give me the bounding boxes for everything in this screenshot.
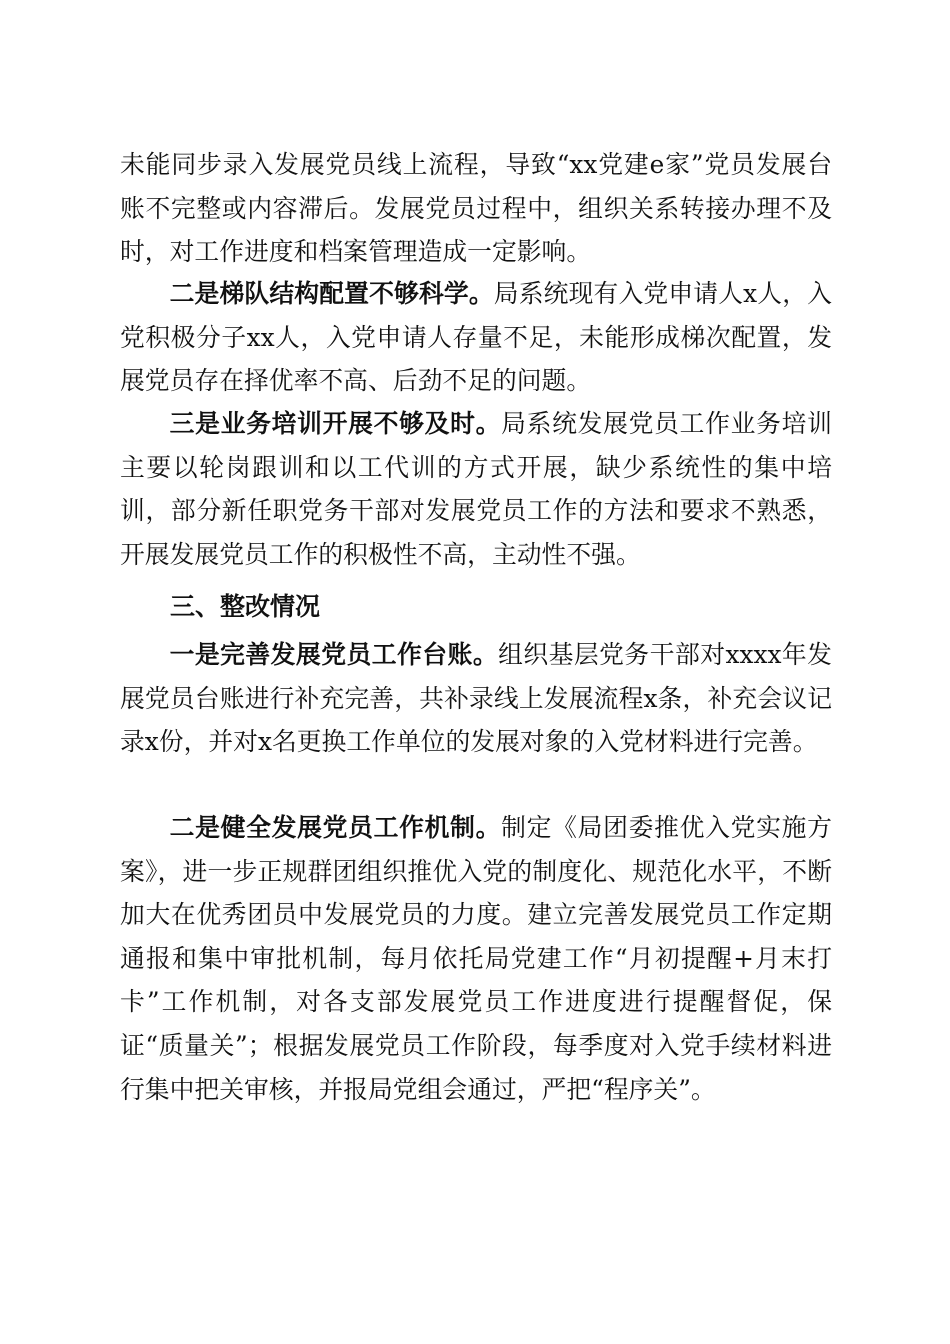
paragraph-text: 制定《局团委推优入党实施方案》，进一步正规群团组织推优入党的制度化、规范化水平，不断加大在优秀团员中发展党员的力度。建立完善发展党员工作定期通报和集中审批机制，每月依托局党建工作“月初提醒+月末打卡”工作机制，对各支部发展党员工作进度进行提醒督促，保证“质量关”；根据发展党员工作阶段，每季度对入党手续材料进行集中把关审核，并报局党组会通过，严把“程序关”。: [120, 813, 832, 1104]
paragraph-lead: 一是完善发展党员工作台账。: [169, 640, 499, 669]
paragraph-text: 局系统发展党员工作业务培训主要以轮岗跟训和以工代训的方式开展，缺少系统性的集中培训，部分新任职党务干部对发展党员工作的方法和要求不熟悉，开展发展党员工作的积极性不高，主动性不强。: [120, 409, 832, 569]
paragraph-text: 组织基层党务干部对xxxx年发展党员台账进行补充完善，共补录线上发展流程x条，补充会议记录x份，并对x名更换工作单位的发展对象的入党材料进行完善。: [120, 640, 832, 757]
paragraph-ledger: [120, 633, 832, 764]
section-heading: 三、整改情况: [170, 592, 321, 621]
paragraph-continuation: [120, 143, 832, 274]
paragraph-text: 未能同步录入发展党员线上流程，导致“xx党建e家”党员发展台账不完整或内容滞后。发展党员过程中，组织关系转接办理不及时，对工作进度和档案管理造成一定影响。: [120, 150, 833, 267]
paragraph-lead: 二是健全发展党员工作机制。: [169, 813, 502, 842]
paragraph-ladder-structure: [120, 272, 832, 403]
paragraph-training: [120, 402, 832, 576]
paragraph-mechanism: [120, 806, 832, 1111]
paragraph-lead: 三是业务培训开展不够及时。: [169, 409, 502, 438]
paragraph-text: 局系统现有入党申请人x人，入党积极分子xx人，入党申请人存量不足，未能形成梯次配置，发展党员存在择优率不高、后劲不足的问题。: [120, 279, 832, 396]
paragraph-lead: 二是梯队结构配置不够科学。: [169, 279, 494, 308]
